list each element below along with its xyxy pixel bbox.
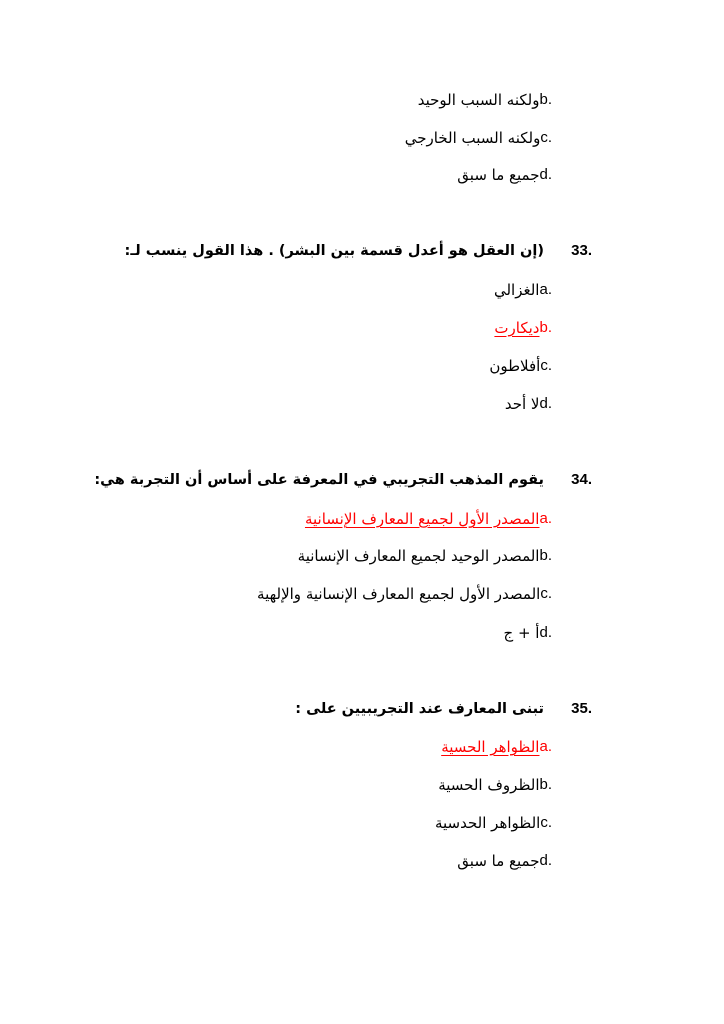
option-34-a-correct [305,506,552,532]
option-35-d [457,848,552,874]
option-33-a [494,277,552,303]
question-33-text: (إن العقل هو أعدل قسمة بين البشر) . هذا القول ينسب لـ: [124,243,544,259]
option-text: المصدر الأول لجميع المعارف الإنسانية والإلهية [257,585,541,603]
option-text: المصدر الوحيد لجميع المعارف الإنسانية [297,547,540,565]
option-text: الظواهر الحدسية [434,814,541,832]
option-letter: d. [539,166,552,183]
option-letter: c. [540,585,552,602]
option-letter: b. [539,319,552,336]
option-letter: c. [540,357,552,374]
option-text: ولكنه السبب الوحيد [417,91,540,109]
question-35-number: 35. [571,700,592,717]
option-35-a-correct [441,734,552,760]
option-letter: d. [539,624,552,641]
option-letter: a. [539,281,552,298]
option-letter: c. [540,129,552,146]
option-text: أفلاطون [489,357,541,375]
option-prev-d [457,162,552,188]
option-letter: a. [539,510,552,527]
option-33-d [505,391,552,417]
question-35-text: تبنى المعارف عند التجريبيين على : [295,701,544,717]
option-33-b-correct [494,315,552,341]
option-prev-b [418,87,552,113]
option-prev-c [405,125,552,151]
option-33-c [489,353,552,379]
option-letter: b. [539,547,552,564]
option-text: الظواهر الحسية [441,738,540,756]
option-text: الغزالي [493,281,540,299]
option-text: جميع ما سبق [457,852,540,870]
option-text: المصدر الأول لجميع المعارف الإنسانية [304,510,540,528]
question-34-text: يقوم المذهب التجريبي في المعرفة على أساس أن التجربة هي: [94,472,544,488]
option-35-b [438,772,552,798]
option-text: أ + ج [503,624,540,642]
option-letter: c. [540,814,552,831]
option-34-b [298,543,552,569]
option-35-c [435,810,552,836]
option-letter: d. [539,395,552,412]
option-text: الظروف الحسية [438,776,540,794]
option-text: جميع ما سبق [457,166,540,184]
option-34-c [257,581,552,607]
option-letter: b. [539,776,552,793]
option-text: ولكنه السبب الخارجي [404,129,541,147]
option-text: لا أحد [504,395,540,413]
option-letter: b. [539,91,552,108]
option-34-d [504,620,552,646]
question-33-number: 33. [571,242,592,259]
option-text: ديكارت [494,319,540,337]
question-34-number: 34. [571,471,592,488]
option-letter: d. [539,852,552,869]
option-letter: a. [539,738,552,755]
